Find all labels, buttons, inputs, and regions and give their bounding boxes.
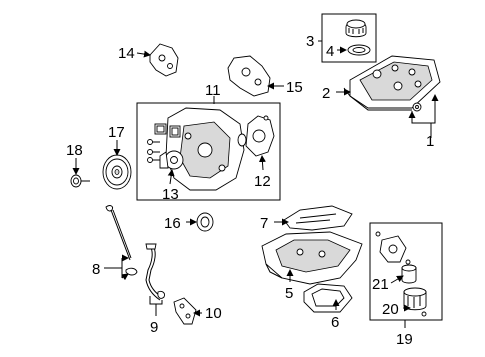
oil-filter-housing bbox=[376, 232, 410, 264]
oil-filter-element bbox=[402, 265, 416, 283]
callout-13: 13 bbox=[162, 186, 179, 203]
timing-chain-cover bbox=[166, 108, 244, 190]
callout-18: 18 bbox=[66, 142, 83, 159]
valve-cover-gasket-seal bbox=[413, 103, 421, 111]
callout-15: 15 bbox=[286, 79, 303, 96]
engine-bracket bbox=[150, 44, 178, 76]
callout-12: 12 bbox=[254, 173, 271, 190]
oil-filler-cap bbox=[346, 20, 366, 37]
callout-1: 1 bbox=[426, 133, 435, 150]
callout-14: 14 bbox=[118, 45, 135, 62]
crankshaft-pulley bbox=[103, 155, 131, 189]
water-pump-assembly bbox=[160, 151, 183, 169]
oil-cooler-bracket bbox=[174, 298, 196, 324]
crankshaft-front-seal bbox=[197, 213, 213, 231]
oil-filter-cap bbox=[404, 288, 426, 316]
callout-5: 5 bbox=[285, 285, 294, 302]
callout-4: 4 bbox=[326, 43, 335, 60]
callout-11: 11 bbox=[205, 82, 221, 99]
valve-cover bbox=[344, 56, 440, 110]
callout-19: 19 bbox=[396, 331, 413, 348]
callout-16: 16 bbox=[164, 215, 181, 232]
callout-8: 8 bbox=[92, 261, 101, 278]
callout-21: 21 bbox=[372, 276, 389, 293]
oil-baffle-plate bbox=[284, 206, 352, 230]
callout-3: 3 bbox=[306, 33, 315, 50]
callout-20: 20 bbox=[382, 301, 399, 318]
callout-9: 9 bbox=[150, 319, 159, 336]
callout-7: 7 bbox=[260, 215, 269, 232]
callout-17: 17 bbox=[108, 124, 125, 141]
dipstick-tube bbox=[146, 244, 165, 300]
oil-pan bbox=[262, 232, 362, 284]
crankshaft-bolt bbox=[71, 175, 90, 187]
oil-cap-gasket bbox=[348, 45, 370, 55]
lower-oil-pan bbox=[304, 284, 352, 312]
upper-timing-cover bbox=[228, 56, 270, 96]
callout-10: 10 bbox=[205, 305, 222, 322]
callout-6: 6 bbox=[331, 314, 340, 331]
callout-2: 2 bbox=[322, 85, 331, 102]
